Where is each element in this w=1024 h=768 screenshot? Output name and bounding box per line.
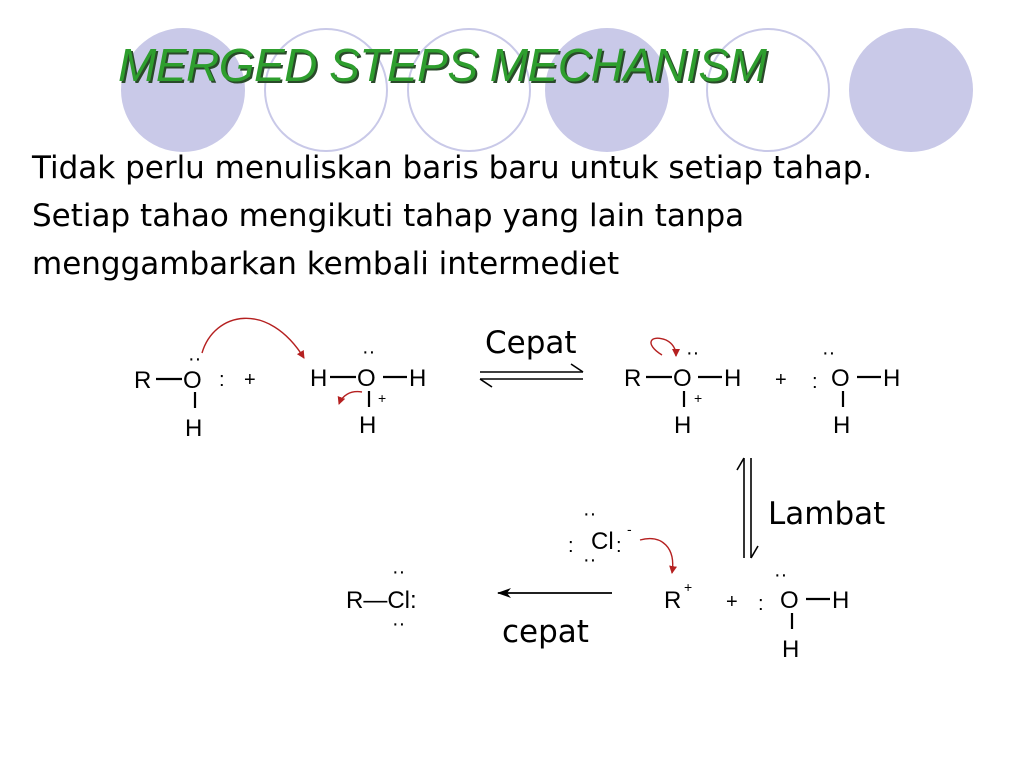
curly-arrow-loop: [651, 338, 676, 356]
lone-pair-right: :: [616, 535, 622, 557]
atom-h-right: H: [409, 365, 427, 392]
lone-pair-top: ··: [188, 348, 202, 370]
condition-step1: Cepat: [485, 325, 577, 361]
hydronium-reactant: [310, 341, 426, 439]
product-formula: R—Cl:: [346, 587, 417, 614]
atom-o: O: [357, 365, 376, 392]
lone-pair-left: :: [568, 535, 574, 557]
body-line-2: Setiap tahao mengikuti tahap yang lain tanpa: [32, 198, 745, 234]
lone-pair-left: :: [812, 371, 818, 393]
charge-plus: +: [694, 390, 703, 406]
charge-plus: +: [378, 390, 387, 406]
lone-pair-top: ··: [822, 342, 836, 364]
lone-pair-top: ··: [392, 561, 406, 583]
lone-pair-top: ··: [686, 342, 700, 364]
atom-h-bottom: H: [359, 412, 377, 439]
condition-step3: cepat: [502, 614, 589, 650]
plus-sign-1: +: [244, 369, 256, 391]
atom-h-right: H: [883, 365, 901, 392]
atom-o: O: [831, 365, 850, 392]
atom-r: R: [134, 367, 152, 394]
carbocation-r: R: [664, 587, 682, 614]
alcohol-reactant: [134, 348, 225, 442]
curly-arrow-chloride-attack: [640, 539, 673, 573]
lone-pair-right: :: [219, 369, 225, 391]
atom-o: O: [673, 365, 692, 392]
condition-step2: Lambat: [768, 496, 886, 532]
plus-sign-2: +: [775, 369, 787, 391]
lone-pair-top: ··: [583, 503, 597, 525]
reaction-mechanism: [0, 300, 1024, 680]
water-leaving-group: [758, 564, 849, 663]
reverse-head: [480, 379, 492, 387]
slide-body-text: [32, 144, 1022, 288]
slide-title: MERGED STEPS MECHANISM: [118, 39, 767, 91]
lone-pair-bottom: ··: [583, 549, 597, 571]
atom-h-bottom: H: [833, 412, 851, 439]
forward-head: [571, 364, 583, 372]
atom-h-right: H: [724, 365, 742, 392]
chloride-ion: [568, 503, 632, 571]
atom-h-bottom: H: [782, 636, 800, 663]
atom-o: O: [183, 367, 202, 394]
lone-pair-top: ··: [362, 341, 376, 363]
water-product: [812, 342, 900, 439]
equilibrium-arrow-1: [480, 364, 583, 387]
decor-circle-6: [849, 28, 973, 152]
body-line-1: Tidak perlu menuliskan baris baru untuk setiap tahap.: [32, 150, 873, 186]
protonated-alcohol: [624, 342, 741, 439]
up-head: [737, 458, 744, 470]
curly-arrow-attack: [202, 318, 304, 358]
lone-pair-left: :: [758, 593, 764, 615]
charge-minus: -: [627, 521, 632, 537]
lone-pair-top: ··: [774, 564, 788, 586]
atom-h-left: H: [310, 365, 328, 392]
curly-arrow-bond-break: [339, 392, 362, 404]
equilibrium-arrow-2: [737, 458, 758, 558]
body-line-3: menggambarkan kembali intermediet: [32, 246, 620, 282]
atom-h-bottom: H: [674, 412, 692, 439]
atom-h: H: [185, 415, 203, 442]
atom-r: R: [624, 365, 642, 392]
atom-cl: Cl: [591, 528, 614, 555]
down-head: [751, 546, 758, 558]
carbocation-charge: +: [684, 579, 693, 595]
plus-sign-3: +: [726, 591, 738, 613]
atom-o: O: [780, 587, 799, 614]
lone-pair-bottom: ··: [392, 613, 406, 635]
atom-h-right: H: [832, 587, 850, 614]
alkyl-chloride-product: [346, 561, 417, 635]
